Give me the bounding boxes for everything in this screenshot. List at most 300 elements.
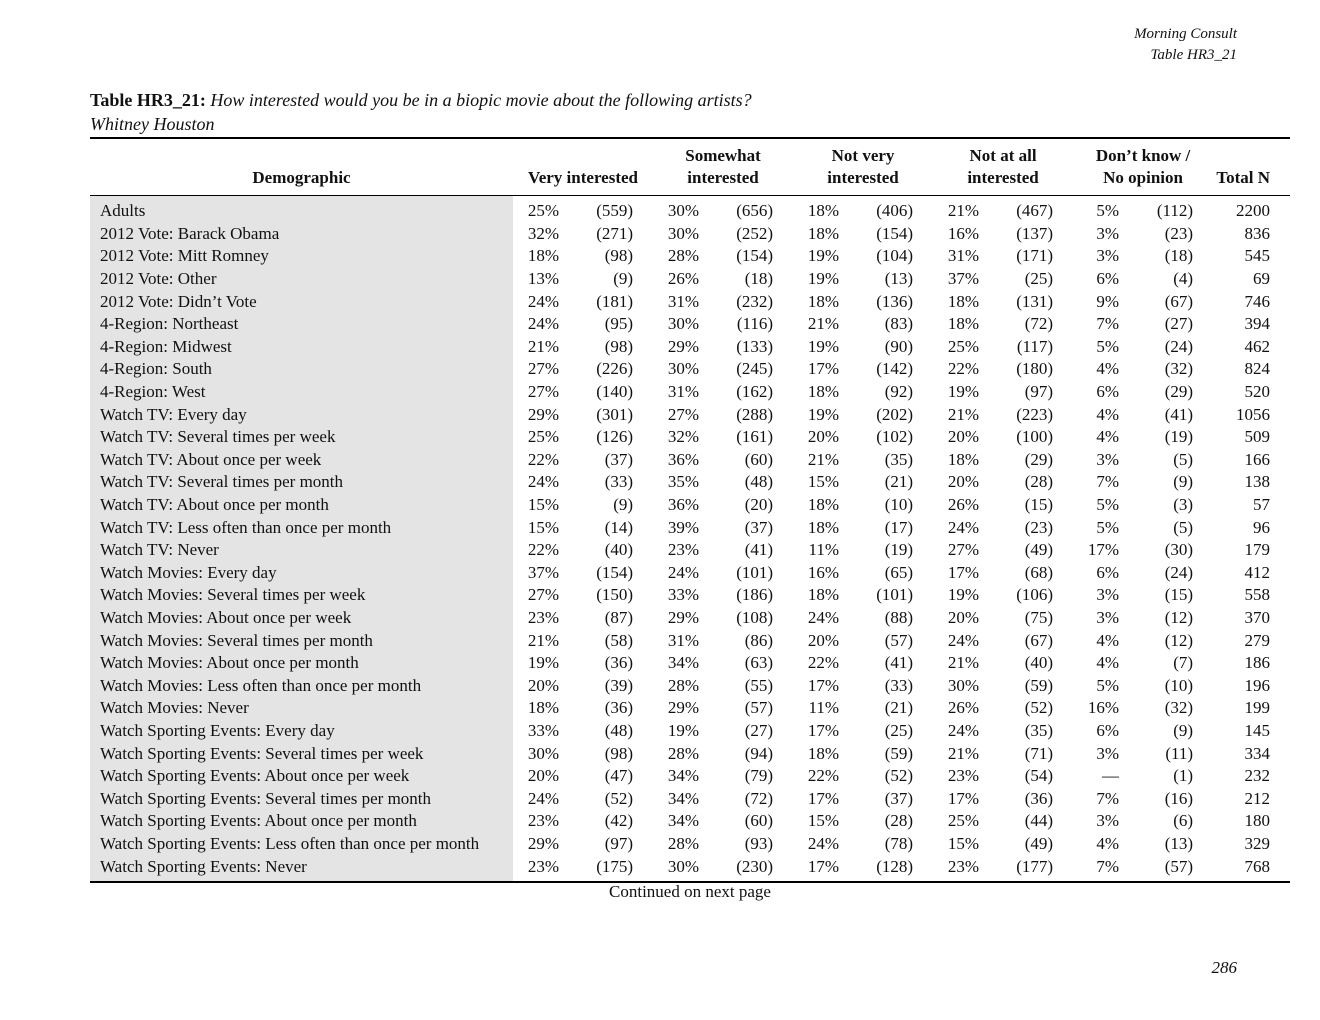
row-demographic: Watch Movies: Several times per week — [90, 584, 513, 607]
notvery-pct: 17% — [807, 788, 840, 808]
notatall-pct: 18% — [947, 291, 980, 311]
table-row — [90, 426, 1290, 449]
row-demographic: Watch Sporting Events: Every day — [90, 720, 513, 743]
very-pct: 23% — [527, 607, 559, 627]
table-row — [90, 629, 1290, 652]
very-n: (48) — [604, 720, 634, 740]
dk-pct: 5% — [1096, 336, 1120, 356]
dk-n: (24) — [1164, 336, 1194, 356]
table-row — [90, 742, 1290, 765]
table-row — [90, 810, 1290, 833]
total-n: 509 — [1244, 427, 1271, 447]
somewhat-n: (60) — [744, 449, 774, 469]
somewhat-pct: 30% — [667, 856, 700, 876]
notvery-n: (41) — [884, 653, 914, 673]
row-demographic: Watch Movies: Several times per month — [90, 629, 513, 652]
notvery-n: (21) — [884, 698, 914, 718]
notatall-n: (71) — [1024, 743, 1054, 763]
notvery-n: (10) — [884, 495, 914, 515]
somewhat-n: (232) — [736, 291, 774, 311]
somewhat-pct: 36% — [667, 449, 700, 469]
notatall-n: (180) — [1016, 359, 1054, 379]
notvery-pct: 18% — [807, 201, 840, 221]
total-n: 199 — [1244, 698, 1271, 718]
notatall-n: (131) — [1016, 291, 1054, 311]
table-row — [90, 358, 1290, 381]
continued-note: Continued on next page — [609, 882, 771, 901]
dk-n: (112) — [1156, 201, 1194, 221]
table-row — [90, 449, 1290, 472]
dk-n: (41) — [1164, 404, 1194, 424]
very-n: (47) — [604, 766, 634, 786]
somewhat-n: (656) — [736, 201, 774, 221]
row-demographic: Watch TV: Less often than once per month — [90, 516, 513, 539]
somewhat-n: (162) — [736, 382, 774, 402]
very-n: (14) — [604, 517, 634, 537]
notatall-pct: 21% — [947, 743, 980, 763]
total-n: 836 — [1244, 223, 1271, 243]
notatall-n: (49) — [1024, 540, 1054, 560]
somewhat-pct: 30% — [667, 314, 700, 334]
notvery-pct: 22% — [807, 653, 840, 673]
very-pct: 37% — [527, 562, 559, 582]
col-total-n: Total N — [1216, 168, 1271, 187]
dk-n: (18) — [1164, 246, 1194, 266]
total-n: 545 — [1244, 246, 1271, 266]
row-demographic: 4-Region: West — [90, 381, 513, 404]
dk-pct: — — [1102, 766, 1120, 786]
very-pct: 21% — [527, 336, 559, 356]
notvery-n: (83) — [884, 314, 914, 334]
dk-pct: 17% — [1087, 540, 1120, 560]
total-n: 334 — [1244, 743, 1271, 763]
very-n: (40) — [604, 540, 634, 560]
dk-pct: 5% — [1096, 517, 1120, 537]
notvery-pct: 18% — [807, 517, 840, 537]
notatall-pct: 20% — [947, 427, 980, 447]
very-pct: 24% — [527, 788, 559, 808]
somewhat-n: (94) — [744, 743, 774, 763]
row-demographic: Watch Movies: Never — [90, 697, 513, 720]
dk-n: (30) — [1164, 540, 1194, 560]
dk-n: (9) — [1173, 720, 1194, 740]
very-n: (42) — [604, 811, 634, 831]
notatall-n: (49) — [1024, 833, 1054, 853]
notatall-n: (67) — [1024, 630, 1054, 650]
somewhat-pct: 30% — [667, 201, 700, 221]
notvery-pct: 18% — [807, 585, 840, 605]
very-pct: 25% — [527, 201, 559, 221]
very-pct: 24% — [527, 314, 559, 334]
dk-pct: 7% — [1096, 856, 1120, 876]
notvery-n: (136) — [876, 291, 914, 311]
notatall-pct: 23% — [947, 766, 980, 786]
col-not-at-all-interested: Not at all interested — [967, 146, 1039, 187]
dk-pct: 3% — [1096, 223, 1120, 243]
somewhat-pct: 19% — [667, 720, 700, 740]
very-n: (33) — [604, 472, 634, 492]
dk-pct: 4% — [1096, 359, 1120, 379]
somewhat-pct: 34% — [667, 766, 700, 786]
somewhat-n: (41) — [744, 540, 774, 560]
notvery-pct: 17% — [807, 720, 840, 740]
col-dont-know: Don’t know / No opinion — [1095, 146, 1191, 187]
notatall-n: (54) — [1024, 766, 1054, 786]
dk-pct: 3% — [1096, 246, 1120, 266]
row-demographic: Watch Sporting Events: Several times per week — [90, 742, 513, 765]
total-n: 57 — [1253, 495, 1271, 515]
row-demographic: Watch TV: Never — [90, 539, 513, 562]
dk-pct: 3% — [1096, 449, 1120, 469]
dk-n: (12) — [1164, 630, 1194, 650]
very-pct: 18% — [527, 246, 559, 266]
very-pct: 21% — [527, 630, 559, 650]
dk-n: (5) — [1173, 517, 1194, 537]
somewhat-n: (79) — [744, 766, 774, 786]
notatall-n: (75) — [1024, 607, 1054, 627]
total-n: 138 — [1244, 472, 1271, 492]
title-subject: Whitney Houston — [90, 114, 215, 134]
somewhat-n: (93) — [744, 833, 774, 853]
very-n: (87) — [604, 607, 634, 627]
dk-pct: 7% — [1096, 314, 1120, 334]
notatall-pct: 21% — [947, 653, 980, 673]
notvery-n: (142) — [876, 359, 914, 379]
notvery-n: (101) — [876, 585, 914, 605]
table-row — [90, 223, 1290, 246]
col-not-very-interested: Not very interested — [827, 146, 899, 187]
table-row — [90, 196, 1290, 223]
somewhat-pct: 35% — [667, 472, 700, 492]
notvery-n: (104) — [876, 246, 914, 266]
notatall-n: (177) — [1016, 856, 1054, 876]
somewhat-n: (186) — [736, 585, 774, 605]
dk-pct: 7% — [1096, 788, 1120, 808]
somewhat-n: (57) — [744, 698, 774, 718]
table-row — [90, 471, 1290, 494]
notvery-pct: 15% — [807, 472, 840, 492]
table-row — [90, 494, 1290, 517]
notatall-pct: 26% — [947, 495, 980, 515]
somewhat-pct: 29% — [667, 607, 700, 627]
very-pct: 33% — [527, 720, 559, 740]
row-demographic: 4-Region: Midwest — [90, 336, 513, 359]
table-row — [90, 584, 1290, 607]
notatall-n: (117) — [1016, 336, 1054, 356]
notatall-pct: 18% — [947, 449, 980, 469]
very-pct: 20% — [527, 766, 559, 786]
notvery-pct: 11% — [808, 540, 840, 560]
somewhat-n: (86) — [744, 630, 774, 650]
row-demographic: 2012 Vote: Mitt Romney — [90, 245, 513, 268]
somewhat-n: (133) — [736, 336, 774, 356]
very-n: (98) — [604, 336, 634, 356]
somewhat-pct: 31% — [667, 630, 700, 650]
very-pct: 22% — [527, 449, 559, 469]
notatall-pct: 26% — [947, 698, 980, 718]
somewhat-pct: 30% — [667, 223, 700, 243]
dk-n: (19) — [1164, 427, 1194, 447]
very-n: (58) — [604, 630, 634, 650]
notvery-n: (28) — [884, 811, 914, 831]
notatall-n: (15) — [1024, 495, 1054, 515]
notvery-n: (35) — [884, 449, 914, 469]
notvery-n: (59) — [884, 743, 914, 763]
very-n: (9) — [613, 495, 634, 515]
notvery-n: (65) — [884, 562, 914, 582]
table-row — [90, 313, 1290, 336]
somewhat-n: (18) — [744, 269, 774, 289]
very-pct: 27% — [527, 585, 559, 605]
notvery-pct: 18% — [807, 291, 840, 311]
notatall-pct: 20% — [947, 472, 980, 492]
very-pct: 15% — [527, 517, 559, 537]
notatall-n: (223) — [1016, 404, 1054, 424]
very-n: (226) — [596, 359, 634, 379]
dk-n: (27) — [1164, 314, 1194, 334]
very-n: (36) — [604, 698, 634, 718]
notvery-n: (17) — [884, 517, 914, 537]
notvery-pct: 18% — [807, 743, 840, 763]
somewhat-pct: 34% — [667, 811, 700, 831]
very-n: (9) — [613, 269, 634, 289]
notatall-pct: 18% — [947, 314, 980, 334]
very-n: (271) — [596, 223, 634, 243]
somewhat-n: (55) — [744, 675, 774, 695]
row-demographic: Watch Sporting Events: Several times per month — [90, 787, 513, 810]
somewhat-n: (60) — [744, 811, 774, 831]
total-n: 329 — [1244, 833, 1271, 853]
very-pct: 23% — [527, 856, 559, 876]
total-n: 558 — [1244, 585, 1271, 605]
very-n: (301) — [596, 404, 634, 424]
notvery-pct: 17% — [807, 359, 840, 379]
dk-n: (6) — [1173, 811, 1194, 831]
very-n: (98) — [604, 246, 634, 266]
somewhat-n: (37) — [744, 517, 774, 537]
notatall-n: (137) — [1016, 223, 1054, 243]
notatall-pct: 23% — [947, 856, 980, 876]
table-row — [90, 403, 1290, 426]
very-n: (154) — [596, 562, 634, 582]
notvery-n: (406) — [876, 201, 914, 221]
notvery-n: (202) — [876, 404, 914, 424]
notvery-n: (33) — [884, 675, 914, 695]
notvery-n: (154) — [876, 223, 914, 243]
somewhat-n: (63) — [744, 653, 774, 673]
notatall-pct: 19% — [947, 585, 980, 605]
table-row — [90, 787, 1290, 810]
dk-n: (16) — [1164, 788, 1194, 808]
very-n: (37) — [604, 449, 634, 469]
row-demographic: Watch TV: Several times per week — [90, 426, 513, 449]
dk-pct: 7% — [1096, 472, 1120, 492]
table-body — [90, 196, 1290, 882]
very-pct: 29% — [527, 404, 559, 424]
dk-n: (24) — [1164, 562, 1194, 582]
total-n: 768 — [1244, 856, 1271, 876]
notatall-pct: 25% — [947, 811, 980, 831]
header-row — [90, 138, 1290, 196]
notatall-n: (97) — [1024, 382, 1054, 402]
notvery-pct: 11% — [808, 698, 840, 718]
notatall-n: (171) — [1016, 246, 1054, 266]
total-n: 2200 — [1236, 201, 1271, 221]
notvery-pct: 18% — [807, 382, 840, 402]
dk-pct: 4% — [1096, 427, 1120, 447]
dk-pct: 3% — [1096, 811, 1120, 831]
dk-n: (67) — [1164, 291, 1194, 311]
very-n: (95) — [604, 314, 634, 334]
dk-n: (9) — [1173, 472, 1194, 492]
somewhat-n: (154) — [736, 246, 774, 266]
dk-n: (4) — [1173, 269, 1194, 289]
header-org: Morning Consult — [1134, 26, 1237, 42]
table-row — [90, 336, 1290, 359]
table-row — [90, 381, 1290, 404]
somewhat-n: (116) — [736, 314, 774, 334]
notatall-pct: 21% — [947, 404, 980, 424]
notvery-n: (88) — [884, 607, 914, 627]
dk-n: (23) — [1164, 223, 1194, 243]
somewhat-pct: 36% — [667, 495, 700, 515]
total-n: 370 — [1244, 607, 1271, 627]
somewhat-n: (27) — [744, 720, 774, 740]
notatall-pct: 19% — [947, 382, 980, 402]
very-n: (150) — [596, 585, 634, 605]
somewhat-pct: 39% — [667, 517, 700, 537]
very-pct: 19% — [527, 653, 559, 673]
row-demographic: 2012 Vote: Barack Obama — [90, 223, 513, 246]
table-row — [90, 516, 1290, 539]
row-demographic: 2012 Vote: Other — [90, 268, 513, 291]
very-n: (126) — [596, 427, 634, 447]
page-number: 286 — [1211, 958, 1237, 977]
row-demographic: 4-Region: South — [90, 358, 513, 381]
notatall-n: (44) — [1024, 811, 1054, 831]
very-n: (140) — [596, 382, 634, 402]
row-demographic: 4-Region: Northeast — [90, 313, 513, 336]
somewhat-n: (288) — [736, 404, 774, 424]
notatall-n: (72) — [1024, 314, 1054, 334]
notatall-n: (68) — [1024, 562, 1054, 582]
table-row — [90, 855, 1290, 882]
notvery-n: (37) — [884, 788, 914, 808]
row-demographic: Watch Movies: Less often than once per month — [90, 674, 513, 697]
table-title — [90, 88, 752, 136]
dk-pct: 6% — [1096, 720, 1120, 740]
somewhat-pct: 31% — [667, 382, 700, 402]
crosstab-table — [90, 137, 1290, 883]
notvery-n: (57) — [884, 630, 914, 650]
very-n: (39) — [604, 675, 634, 695]
col-very-interested: Very interested — [528, 168, 639, 187]
dk-pct: 16% — [1087, 698, 1120, 718]
notvery-pct: 18% — [807, 223, 840, 243]
notvery-pct: 15% — [807, 811, 840, 831]
dk-pct: 5% — [1096, 675, 1120, 695]
total-n: 824 — [1244, 359, 1271, 379]
table-row — [90, 539, 1290, 562]
notvery-pct: 19% — [807, 404, 840, 424]
notvery-pct: 16% — [807, 562, 840, 582]
table-row — [90, 720, 1290, 743]
dk-n: (12) — [1164, 607, 1194, 627]
total-n: 394 — [1244, 314, 1271, 334]
notatall-pct: 24% — [947, 630, 980, 650]
total-n: 1056 — [1236, 404, 1271, 424]
total-n: 520 — [1244, 382, 1271, 402]
somewhat-pct: 31% — [667, 291, 700, 311]
very-pct: 15% — [527, 495, 559, 515]
row-demographic: Watch Movies: About once per week — [90, 607, 513, 630]
very-pct: 22% — [527, 540, 559, 560]
somewhat-pct: 28% — [667, 833, 700, 853]
notatall-pct: 31% — [947, 246, 980, 266]
table-row — [90, 833, 1290, 856]
notvery-n: (78) — [884, 833, 914, 853]
page-header — [1134, 24, 1237, 66]
dk-pct: 3% — [1096, 607, 1120, 627]
notvery-n: (13) — [884, 269, 914, 289]
notvery-pct: 20% — [807, 630, 840, 650]
total-n: 232 — [1244, 766, 1271, 786]
notvery-n: (19) — [884, 540, 914, 560]
notvery-n: (52) — [884, 766, 914, 786]
notatall-n: (29) — [1024, 449, 1054, 469]
notvery-n: (90) — [884, 336, 914, 356]
row-demographic: Watch Movies: Every day — [90, 562, 513, 585]
somewhat-pct: 30% — [667, 359, 700, 379]
dk-pct: 9% — [1096, 291, 1120, 311]
somewhat-n: (101) — [736, 562, 774, 582]
somewhat-n: (230) — [736, 856, 774, 876]
dk-pct: 4% — [1096, 653, 1120, 673]
very-pct: 27% — [527, 359, 559, 379]
notvery-n: (21) — [884, 472, 914, 492]
notatall-n: (52) — [1024, 698, 1054, 718]
table-row — [90, 562, 1290, 585]
dk-pct: 5% — [1096, 495, 1120, 515]
notatall-n: (59) — [1024, 675, 1054, 695]
notatall-pct: 37% — [947, 269, 980, 289]
somewhat-n: (20) — [744, 495, 774, 515]
very-pct: 20% — [527, 675, 559, 695]
title-label: Table HR3_21: — [90, 90, 206, 110]
dk-pct: 4% — [1096, 404, 1120, 424]
somewhat-n: (48) — [744, 472, 774, 492]
notvery-n: (92) — [884, 382, 914, 402]
dk-n: (3) — [1173, 495, 1194, 515]
somewhat-pct: 28% — [667, 675, 700, 695]
notvery-pct: 21% — [807, 314, 840, 334]
very-pct: 24% — [527, 472, 559, 492]
somewhat-n: (72) — [744, 788, 774, 808]
total-n: 212 — [1244, 788, 1271, 808]
somewhat-n: (252) — [736, 223, 774, 243]
very-n: (52) — [604, 788, 634, 808]
table-row — [90, 765, 1290, 788]
very-n: (181) — [596, 291, 634, 311]
dk-pct: 4% — [1096, 833, 1120, 853]
notatall-n: (106) — [1016, 585, 1054, 605]
somewhat-pct: 29% — [667, 698, 700, 718]
total-n: 179 — [1244, 540, 1271, 560]
dk-pct: 4% — [1096, 630, 1120, 650]
notatall-pct: 21% — [947, 201, 980, 221]
col-somewhat-interested: Somewhat interested — [685, 146, 761, 187]
notvery-pct: 24% — [807, 833, 840, 853]
